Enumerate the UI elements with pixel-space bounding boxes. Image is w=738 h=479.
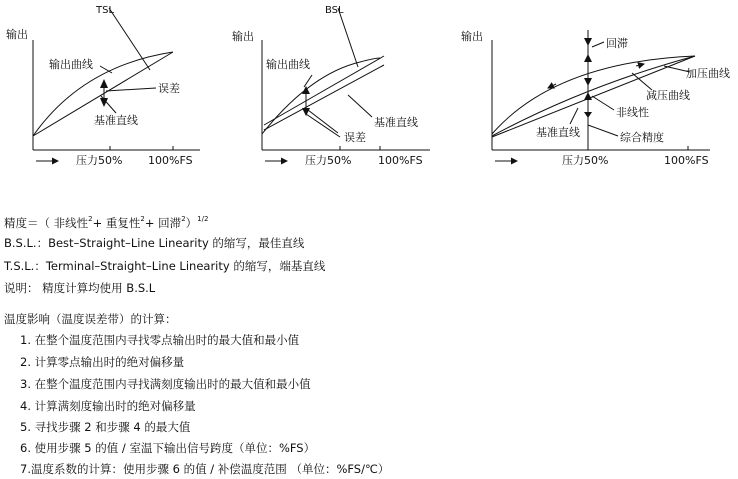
hyst-hysteresis-leader <box>592 42 604 47</box>
bsl-error-label: 误差 <box>344 131 366 144</box>
formula-prefix: 精度＝（ 非线性 <box>4 216 89 230</box>
formula-close: ） <box>185 216 198 230</box>
tsl-title: TSL <box>96 5 115 16</box>
hyst-x-mid-label: 压力50% <box>562 154 609 167</box>
bsl-definition: B.S.L.：Best–Straight–Line Linearity 的缩写，最佳直线 <box>4 236 305 250</box>
tsl-definition: T.S.L.：Terminal–Straight–Line Linearity 的缩写，端基直线 <box>4 259 326 273</box>
formula-sq-3: 2 <box>181 215 186 223</box>
bsl-y-axis-label: 输出 <box>232 30 254 43</box>
tsl-error-label: 误差 <box>158 82 180 95</box>
formula-half: 1/2 <box>197 215 209 223</box>
temperature-step-5: 5. 寻找步骤 2 和步骤 4 的最大值 <box>20 420 191 434</box>
temperature-step-1: 1. 在整个温度范围内寻找零点输出时的最大值和最小值 <box>20 333 300 347</box>
bsl-title: BSL <box>325 5 344 16</box>
hyst-accuracy-leader <box>588 125 618 136</box>
tsl-curve-leader <box>100 66 112 73</box>
hyst-loading-label: 加压曲线 <box>686 67 730 80</box>
tsl-x-end-label: 100%FS <box>148 154 193 167</box>
bsl-x-end-label: 100%FS <box>378 154 423 167</box>
accuracy-formula <box>4 212 208 230</box>
hyst-baseline-leader <box>570 108 578 124</box>
hyst-accuracy-label: 综合精度 <box>620 131 664 144</box>
temperature-heading: 温度影响（温度误差带）的计算： <box>4 312 177 326</box>
tsl-baseline-label: 基准直线 <box>94 114 138 127</box>
temperature-step-6: 6. 使用步骤 5 的值 / 室温下输出信号跨度（单位：%FS） <box>20 441 316 455</box>
bsl-baseline-lower <box>264 65 384 130</box>
temperature-step-2: 2. 计算零点输出时的绝对偏移量 <box>20 355 185 369</box>
formula-sq-2: 2 <box>140 215 145 223</box>
tsl-diagram <box>6 5 200 167</box>
hyst-unloading-label: 减压曲线 <box>646 89 690 102</box>
hyst-hysteresis-label: 回滞 <box>606 37 628 50</box>
hyst-accuracy-arrow <box>584 112 592 118</box>
hyst-y-axis-label: 输出 <box>461 30 483 43</box>
hysteresis-diagram <box>461 29 730 167</box>
temperature-step-4: 4. 计算满刻度输出时的绝对偏移量 <box>20 399 196 413</box>
tsl-y-axis-label: 输出 <box>6 28 28 41</box>
bsl-baseline-label: 基准直线 <box>374 116 418 129</box>
tsl-error-leader <box>106 88 156 91</box>
temperature-step-7: 7.温度系数的计算：使用步骤 6 的值 / 补偿温度范围 （单位：%FS/℃） <box>20 462 390 476</box>
formula-sq-1: 2 <box>88 215 93 223</box>
accuracy-explanation: 说明： 精度计算均使用 B.S.L <box>4 281 156 295</box>
formula-repeat: + 重复性 <box>92 216 141 230</box>
bsl-title-leader <box>338 8 358 67</box>
bsl-error-leader-1 <box>308 110 338 133</box>
bsl-x-mid-label: 压力50% <box>305 154 352 167</box>
tsl-title-leader <box>109 8 150 70</box>
hyst-nonlinear-leader <box>592 96 614 110</box>
tsl-x-mid-label: 压力50% <box>76 154 123 167</box>
hyst-x-end-label: 100%FS <box>664 154 709 167</box>
bsl-diagram <box>232 5 430 167</box>
bsl-baseline-leader <box>348 95 372 117</box>
formula-hyst: + 回滞 <box>144 216 182 230</box>
bsl-error-leader-2 <box>306 114 340 137</box>
accuracy-diagrams <box>0 0 738 190</box>
temperature-step-3: 3. 在整个温度范围内寻找满刻度输出时的最大值和最小值 <box>20 377 311 391</box>
tsl-curve-label: 输出曲线 <box>49 58 93 71</box>
hyst-baseline-label: 基准直线 <box>536 126 580 139</box>
hyst-loading-arrow <box>636 64 644 66</box>
hyst-unloading-leader <box>632 73 652 90</box>
bsl-curve-label: 输出曲线 <box>266 58 310 71</box>
hyst-nonlinear-label: 非线性 <box>616 106 649 119</box>
